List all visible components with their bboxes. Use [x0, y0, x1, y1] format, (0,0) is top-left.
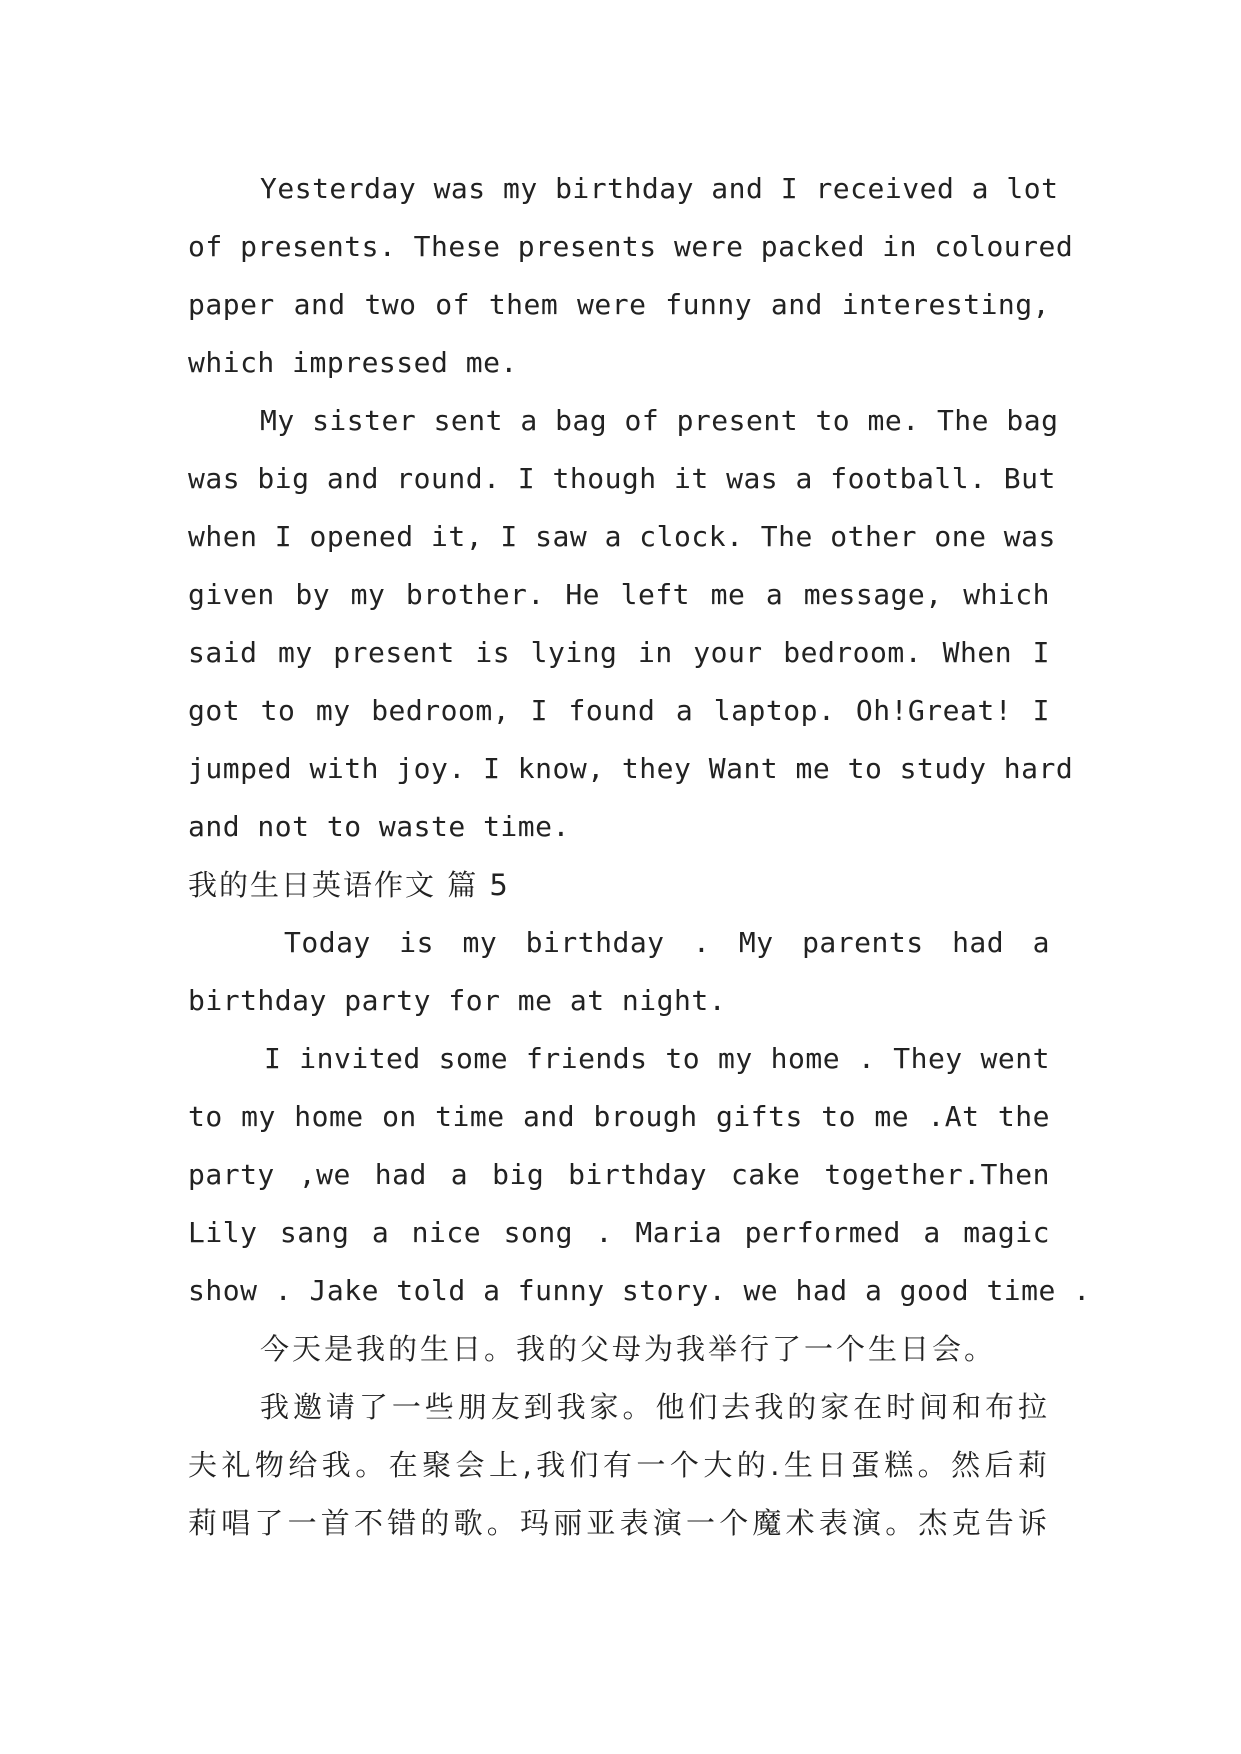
- text-line: Lily sang a nice song . Maria performed a magic: [188, 1216, 1050, 1249]
- text-line: 夫礼物给我。在聚会上,我们有一个大的.生日蛋糕。然后莉: [188, 1448, 1050, 1482]
- text-line: paper and two of them were funny and interesting,: [188, 288, 1050, 321]
- text-line: got to my bedroom, I found a laptop. Oh!Great! I: [188, 694, 1050, 727]
- paragraph-party: [188, 1030, 1091, 1320]
- text-line: to my home on time and brough gifts to me .At the: [188, 1100, 1050, 1133]
- text-line: said my present is lying in your bedroom. When I: [188, 636, 1050, 669]
- text-line: 我邀请了一些朋友到我家。他们去我的家在时间和布拉: [260, 1390, 1050, 1424]
- text-line: birthday party for me at night.: [188, 984, 727, 1017]
- section-heading: 我的生日英语作文 篇 5: [188, 868, 510, 902]
- paragraph-birthday-presents: [188, 160, 1074, 392]
- text-line: I invited some friends to my home . They went: [264, 1042, 1050, 1075]
- text-line: party ,we had a big birthday cake together.Then: [188, 1158, 1050, 1191]
- text-line: My sister sent a bag of present to me. The bag: [260, 404, 1059, 437]
- paragraph-sister-brother: [188, 392, 1074, 856]
- text-line: jumped with joy. I know, they Want me to study hard: [188, 752, 1074, 785]
- text-line: show . Jake told a funny story. we had a good time .: [188, 1274, 1091, 1307]
- document-page: [188, 160, 1091, 1552]
- text-line: was big and round. I though it was a football. But: [188, 462, 1056, 495]
- text-line: Today is my birthday . My parents had a: [284, 926, 1050, 959]
- text-line: of presents. These presents were packed in coloured: [188, 230, 1074, 263]
- text-line: 莉唱了一首不错的歌。玛丽亚表演一个魔术表演。杰克告诉: [188, 1506, 1050, 1540]
- text-line: and not to waste time.: [188, 810, 570, 843]
- text-line: given by my brother. He left me a message, which: [188, 578, 1050, 611]
- paragraph-chinese-party: [188, 1378, 1050, 1552]
- text-line: which impressed me.: [188, 346, 518, 379]
- text-line: 今天是我的生日。我的父母为我举行了一个生日会。: [260, 1332, 997, 1366]
- paragraph-today-birthday: [188, 914, 1050, 1030]
- text-line: Yesterday was my birthday and I received a lot: [260, 172, 1059, 205]
- paragraph-chinese-birthday: [188, 1320, 1050, 1378]
- text-line: when I opened it, I saw a clock. The other one was: [188, 520, 1056, 553]
